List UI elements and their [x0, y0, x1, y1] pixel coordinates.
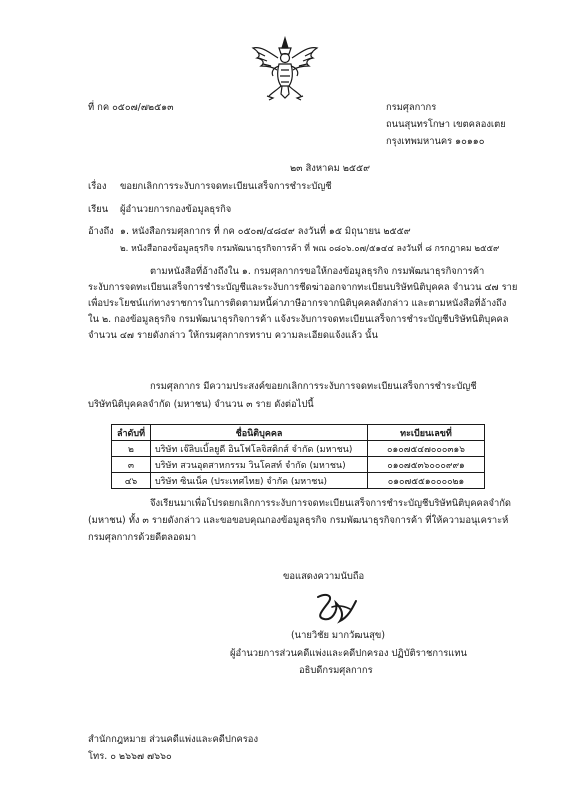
row-order: ๒	[112, 441, 151, 457]
signer-title-1: ผู้อำนวยการส่วนคดีแพ่งและคดีปกครอง ปฏิบัติราชการแทน	[230, 648, 467, 659]
para3-line-1: จึงเรียนมาเพื่อโปรดยกเลิกการระงับการจดทะเบียนเสร็จการชำระบัญชีบริษัทนิติบุคคลจำกัด	[150, 498, 512, 509]
table-header-row	[112, 425, 485, 441]
address-line-1: ถนนสุนทรโกษา เขตคลองเตย	[386, 119, 506, 130]
row-registration-number: ๐๑๐๗๕๔๗๐๐๐๓๑๖	[368, 441, 485, 457]
row-company-name: บริษัท ซินเน็ค (ประเทศไทย) จำกัด (มหาชน)	[151, 473, 368, 489]
para1-line-5: จำนวน ๔๗ รายดังกล่าว ให้กรมศุลกากรทราบ ความละเอียดแจ้งแล้ว นั้น	[88, 330, 378, 341]
closing-salutation: ขอแสดงความนับถือ	[283, 571, 365, 582]
reference-label: อ้างถึง	[88, 226, 114, 237]
para1-line-1: ตามหนังสือที่อ้างถึงใน ๑. กรมศุลกากรขอให้กองข้อมูลธุรกิจ กรมพัฒนาธุรกิจการค้า	[150, 266, 485, 277]
signer-title-2: อธิบดีกรมศุลกากร	[299, 665, 373, 676]
address-line-2: กรุงเทพมหานคร ๑๐๑๑๐	[386, 136, 485, 147]
signer-name: (นายวิชัย มากวัฒนสุข)	[291, 630, 385, 641]
para1-line-3: เพื่อประโยชน์แก่ทางราชการในการติดตามหนี้ค่าภาษีอากรจากนิติบุคคลดังกล่าว และตามหนังสือที่อ้างถึง	[88, 298, 507, 309]
footer-office: สำนักกฎหมาย ส่วนคดีแพ่งและคดีปกครอง	[88, 734, 259, 745]
row-registration-number: ๐๑๐๗๕๓๖๐๐๐๙๙๑	[368, 457, 485, 473]
column-header-company-name: ชื่อนิติบุคคล	[151, 425, 368, 441]
garuda-emblem-icon	[251, 36, 319, 102]
footer-phone: โทร. ๐ ๒๖๖๗ ๗๖๖๐	[88, 751, 172, 762]
document-date: ๒๓ สิงหาคม ๒๕๕๙	[290, 163, 370, 174]
company-table	[111, 424, 485, 489]
subject-label: เรื่อง	[88, 181, 107, 192]
para3-line-2: (มหาชน) ทั้ง ๓ รายดังกล่าว และขอขอบคุณกองข้อมูลธุรกิจ กรมพัฒนาธุรกิจการค้า ที่ให้ความอนุเคราะห์	[88, 515, 509, 526]
column-header-order: ลำดับที่	[112, 425, 151, 441]
row-order: ๔๖	[112, 473, 151, 489]
reference-item-2: ๒. หนังสือกองข้อมูลธุรกิจ กรมพัฒนาธุรกิจการค้า ที่ พณ ๐๘๐๖.๐๗/๕๑๔๔ ลงวันที่ ๘ กรกฎาคม ๒๕๕๙	[120, 244, 500, 254]
table-row	[112, 473, 485, 489]
row-order: ๓	[112, 457, 151, 473]
column-header-registration-number: ทะเบียนเลขที่	[368, 425, 485, 441]
para1-line-2: ระงับการจดทะเบียนเสร็จการชำระบัญชีและระงับการชีดฆ่าออกจากทะเบียนบริษัทนิติบุคคล จำนวน ๔๗ ราย	[88, 282, 518, 293]
row-company-name: บริษัท สวนอุตสาหกรรม วินโคสท์ จำกัด (มหาชน)	[151, 457, 368, 473]
para1-line-4: ใน ๒. กองข้อมูลธุรกิจ กรมพัฒนาธุรกิจการค้า แจ้งระงับการจดทะเบียนเสร็จการชำระบัญชีบริษัทนิติบุคคล	[88, 314, 509, 325]
handwritten-signature-icon	[312, 591, 360, 625]
table-row	[112, 457, 485, 473]
recipient-text: ผู้อำนวยการกองข้อมูลธุรกิจ	[120, 204, 232, 215]
document-number: ที่ กค ๐๕๐๗/๗๒๕๑๓	[88, 102, 174, 113]
reference-item-1: ๑. หนังสือกรมศุลกากร ที่ กค ๐๕๐๗/๔๘๔๙ ลงวันที่ ๑๕ มิถุนายน ๒๕๕๙	[120, 226, 411, 237]
table-row	[112, 441, 485, 457]
row-company-name: บริษัท เจ๊ลิบเบิ้ลยูดี อินโฟโลจิสติกส์ จำกัด (มหาชน)	[151, 441, 368, 457]
para2-line-1: กรมศุลกากร มีความประสงค์ขอยกเลิกการระงับการจดทะเบียนเสร็จการชำระบัญชี	[150, 381, 477, 392]
para3-line-3: กรมศุลกากรด้วยดีตลอดมา	[88, 532, 197, 543]
organization-name: กรมศุลกากร	[386, 102, 437, 113]
row-registration-number: ๐๑๐๗๕๕๑๐๐๐๐๒๑	[368, 473, 485, 489]
subject-text: ขอยกเลิกการระงับการจดทะเบียนเสร็จการชำระบัญชี	[120, 181, 332, 192]
para2-line-2: บริษัทนิติบุคคลจำกัด (มหาชน) จำนวน ๓ ราย ดังต่อไปนี้	[88, 399, 314, 410]
recipient-label: เรียน	[88, 204, 109, 215]
